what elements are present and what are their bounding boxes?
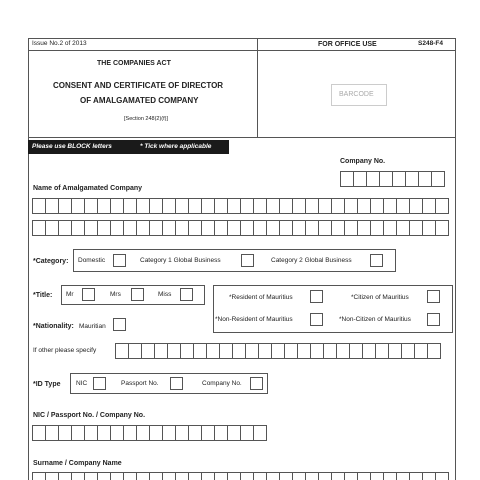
id-type-label: *ID Type <box>33 381 61 388</box>
company-no-field[interactable] <box>340 171 445 187</box>
category-label: *Category: <box>33 258 69 265</box>
residency-group <box>213 285 453 333</box>
citizen-checkbox[interactable] <box>427 290 440 303</box>
id-type-passport-label: Passport No. <box>121 380 159 387</box>
resident-checkbox[interactable] <box>310 290 323 303</box>
nationality-label: *Nationality: <box>33 323 74 330</box>
title-mrs-label: Mrs <box>110 291 121 298</box>
amalgamated-company-field-row1[interactable] <box>32 198 449 214</box>
header-bottom-divider <box>28 137 456 138</box>
id-type-nic-label: NIC <box>76 380 88 387</box>
form-right-border <box>455 38 456 480</box>
title-label: *Title: <box>33 292 53 299</box>
barcode-label: BARCODE <box>339 91 374 98</box>
title-mr-label: Mr <box>66 291 74 298</box>
office-use-label: FOR OFFICE USE <box>318 41 377 48</box>
category-domestic-label: Domestic <box>78 257 106 264</box>
non-citizen-label: *Non-Citizen of Mauritius <box>339 316 411 323</box>
non-citizen-checkbox[interactable] <box>427 313 440 326</box>
act-title: THE COMPANIES ACT <box>97 60 171 67</box>
block-letters-instruction: Please use BLOCK letters <box>32 143 112 150</box>
title-miss-label: Miss <box>158 291 172 298</box>
resident-label: *Resident of Mauritius <box>229 294 293 301</box>
nationality-value: Mauritian <box>79 323 106 330</box>
title-miss-checkbox[interactable] <box>180 288 193 301</box>
amalgamated-company-label: Name of Amalgamated Company <box>33 185 143 192</box>
surname-field[interactable] <box>32 472 449 480</box>
header-divider <box>28 50 456 51</box>
id-type-nic-checkbox[interactable] <box>93 377 106 390</box>
nic-passport-field[interactable] <box>32 425 267 441</box>
title-mr-checkbox[interactable] <box>82 288 95 301</box>
form-left-border <box>28 38 29 480</box>
form-title-line2: OF AMALGAMATED COMPANY <box>80 96 199 105</box>
id-type-company-checkbox[interactable] <box>250 377 263 390</box>
form-title-line1: CONSENT AND CERTIFICATE OF DIRECTOR <box>53 81 224 90</box>
surname-label: Surname / Company Name <box>33 460 122 467</box>
form-top-border <box>28 38 456 39</box>
nic-passport-label: NIC / Passport No. / Company No. <box>33 412 146 419</box>
company-no-label: Company No. <box>340 158 386 165</box>
issue-number: Issue No.2 of 2013 <box>32 40 87 47</box>
other-nationality-field[interactable] <box>115 343 441 359</box>
category-domestic-checkbox[interactable] <box>113 254 126 267</box>
non-resident-label: *Non-Resident of Mauritius <box>215 316 293 323</box>
other-specify-label: If other please specify <box>33 347 97 354</box>
id-type-company-label: Company No. <box>202 380 242 387</box>
section-reference: [Section 248(2)(f)] <box>124 116 169 122</box>
category-gb1-label: Category 1 Global Business <box>140 257 221 264</box>
id-type-passport-checkbox[interactable] <box>170 377 183 390</box>
amalgamated-company-field-row2[interactable] <box>32 220 449 236</box>
nationality-mauritian-checkbox[interactable] <box>113 318 126 331</box>
title-mrs-checkbox[interactable] <box>131 288 144 301</box>
category-gb1-checkbox[interactable] <box>241 254 254 267</box>
form-code: S248-F4 <box>418 40 443 47</box>
citizen-label: *Citizen of Mauritius <box>351 294 409 301</box>
office-use-divider <box>257 38 258 138</box>
category-gb2-checkbox[interactable] <box>370 254 383 267</box>
non-resident-checkbox[interactable] <box>310 313 323 326</box>
tick-instruction: * Tick where applicable <box>140 143 212 150</box>
category-gb2-label: Category 2 Global Business <box>271 257 352 264</box>
